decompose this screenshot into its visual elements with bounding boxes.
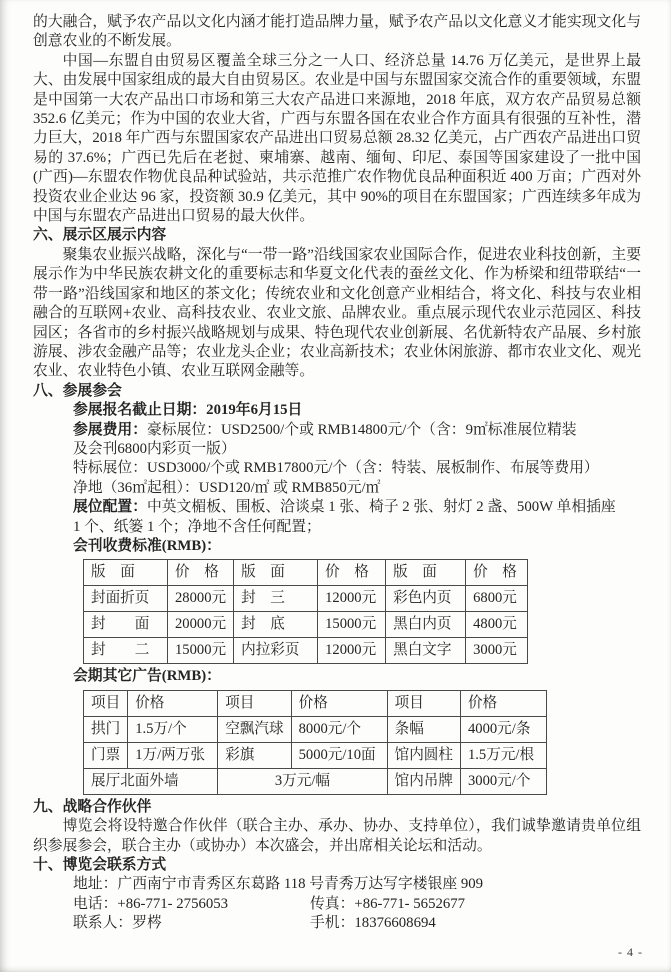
fee-label: 参展费用： — [73, 421, 147, 438]
table-row — [84, 586, 528, 612]
table-row-merged — [84, 768, 547, 794]
table-cell: 3000元/个 — [460, 768, 546, 794]
table-cell: 15000元 — [168, 638, 234, 664]
table-header-row — [84, 560, 528, 586]
table-header-cell: 价 格 — [318, 560, 386, 586]
table-header-cell: 版 面 — [386, 560, 466, 586]
table-cell: 4000元/条 — [460, 716, 546, 742]
contact-phone-fax — [73, 895, 641, 914]
table-cell: 1.5万元/根 — [460, 742, 546, 768]
journal-fee-table — [83, 559, 528, 664]
table-cell: 封面折页 — [84, 586, 168, 612]
table-header-cell: 价 格 — [466, 560, 528, 586]
table-cell: 12000元 — [318, 586, 386, 612]
contact-mobile: 手机：18376608694 — [310, 915, 436, 932]
table-cell: 封 面 — [84, 612, 168, 638]
contact-fax: 传真：+86-771- 5652677 — [310, 895, 466, 912]
deadline-line: 参展报名截止日期：2019年6月15日 — [73, 402, 303, 419]
booth-config-label: 展位配置： — [73, 499, 147, 516]
table-cell: 3万元/幅 — [218, 768, 387, 794]
table-cell: 馆内圆柱 — [387, 742, 460, 768]
table-header-cell: 价 格 — [168, 560, 234, 586]
table-cell: 封 三 — [234, 586, 318, 612]
table-cell: 6800元 — [466, 586, 528, 612]
table-cell: 条幅 — [387, 716, 460, 742]
table-cell: 8000元/个 — [291, 716, 387, 742]
section-heading-6: 六、展示区展示内容 — [33, 227, 167, 244]
page-number: - 4 - — [618, 945, 643, 959]
section-heading-8: 八、参展参会 — [33, 382, 122, 399]
section-8-details — [33, 401, 641, 556]
booth-config-line-2: 1 个、纸篓 1 个；净地不含任何配置； — [73, 518, 321, 535]
contact-block — [33, 875, 641, 933]
table-header-cell: 项目 — [84, 690, 128, 716]
document-content — [33, 13, 641, 934]
table-cell: 1万/两万张 — [128, 742, 218, 768]
table-header-cell: 版 面 — [84, 560, 168, 586]
intro-paragraph-trade: 中国—东盟自由贸易区覆盖全球三分之一人口、经济总量 14.76 万亿美元，是世界上最大、由发展中国家组成的最大自由贸易区。农业是中国与东盟国家交流合作的重要领域，东盟是中国第一大农产品出口市场和第三大农产品进口来源地，2018 年底，双方农产品贸易总额 352.6 亿美元；作为中国的农业大省，广西与东盟各国在农业合作方面具有很强的互补性，潜力巨大，2018 年广西与东盟国家农产品进出口贸易总额 28.32 亿美元，占广西农产品进出口贸易的 37.6%；广西已先后在老挝、柬埔寨、越南、缅甸、印尼、泰国等国家建设了一批中国(广西)—东盟农作物优良品种试验站，共示范推广农作物优良品种面积近 400 万亩；广西对外投资农业企业达 96 家，投资额 30.9 亿美元，其中 90%的项目在东盟国家；广西连续多年成为中国与东盟农产品进出口贸易的最大伙伴。 — [33, 52, 641, 225]
section-9-body: 博览会将设特邀合作伙伴（联合主办、承办、协办、支持单位），我们诚挚邀请贵单位组织参展参会，联合主办（或协办）本次盛会，并出席相关论坛和活动。 — [33, 818, 641, 854]
fee-line-1: 豪标展位：USD2500/个或 RMB14800元/个（含：9㎡标准展位精装 — [147, 421, 577, 438]
table-header-cell: 项目 — [218, 690, 291, 716]
fee-line-2: 及会刊6800内彩页一版） — [73, 440, 236, 457]
table-cell: 20000元 — [168, 612, 234, 638]
table-header-cell: 版 面 — [234, 560, 318, 586]
table-cell: 门票 — [84, 742, 128, 768]
table-row — [84, 638, 528, 664]
table-header-row — [84, 690, 547, 716]
table-cell: 黑白内页 — [386, 612, 466, 638]
table-cell: 5000元/10面 — [291, 742, 387, 768]
section-heading-9: 九、战略合作伙伴 — [33, 798, 152, 815]
table-cell: 4800元 — [466, 612, 528, 638]
contact-person: 联系人：罗梣 — [73, 915, 162, 932]
table-cell: 1.5万/个 — [128, 716, 218, 742]
contact-address: 地址：广西南宁市青秀区东葛路 118 号青秀万达写字楼银座 909 — [73, 876, 484, 893]
fee-line-4: 净地（36㎡起租）：USD120/㎡ 或 RMB850元/㎡ — [73, 479, 381, 496]
table-header-cell: 价格 — [128, 690, 218, 716]
table-cell: 封 底 — [234, 612, 318, 638]
table-cell: 拱门 — [84, 716, 128, 742]
table-row — [84, 716, 547, 742]
table-cell: 封 二 — [84, 638, 168, 664]
other-ads-table — [83, 690, 547, 795]
fee-line-3: 特标展位：USD3000/个或 RMB17800元/个（含：特装、展板制作、布展等费用） — [73, 460, 599, 477]
table-header-cell: 价格 — [291, 690, 387, 716]
table-cell: 黑白文字 — [386, 638, 466, 664]
table-cell: 3000元 — [466, 638, 528, 664]
contact-person-mobile — [73, 914, 641, 933]
other-ads-label: 会期其它广告(RMB)： — [73, 668, 221, 685]
table-header-cell: 项目 — [387, 690, 460, 716]
contact-phone: 电话：+86-771- 2756053 — [73, 895, 229, 912]
table-cell: 15000元 — [318, 612, 386, 638]
intro-paragraph-continued: 的大融合，赋予农产品以文化内涵才能打造品牌力量，赋予农产品以文化意义才能实现文化与创意农业的不断发展。 — [33, 14, 641, 50]
table-cell: 28000元 — [168, 586, 234, 612]
table-row — [84, 742, 547, 768]
table-cell: 展厅北面外墙 — [84, 768, 218, 794]
table-cell: 内拉彩页 — [234, 638, 318, 664]
table-cell: 彩旗 — [218, 742, 291, 768]
table-cell: 12000元 — [318, 638, 386, 664]
table-header-cell: 价格 — [460, 690, 546, 716]
table-row — [84, 612, 528, 638]
table-cell: 彩色内页 — [386, 586, 466, 612]
section-6-body: 聚集农业振兴战略，深化与“一带一路”沿线国家农业国际合作，促进农业科技创新，主要展示作为中华民族农耕文化的重要标志和华夏文化代表的蚕丝文化、作为桥梁和纽带联结“一带一路”沿线国家和地区的茶文化；传统农业和文化创意产业相结合，将文化、科技与农业相融合的互联网+农业、高科技农业、农业文旅、品牌农业。重点展示现代农业示范园区、科技园区；各省市的乡村振兴战略规划与成果、特色现代农业创新展、名优新特农产品展、乡村旅游展、涉农金融产品等；农业龙头企业；农业高新技术；农业休闲旅游、都市农业文化、观光农业、农业特色小镇、农业互联网金融等。 — [33, 246, 641, 380]
journal-fee-label: 会刊收费标准(RMB)： — [73, 537, 221, 554]
table-cell: 空飘汽球 — [218, 716, 291, 742]
table-cell: 馆内吊牌 — [387, 768, 460, 794]
booth-config-line-1: 中英文楣板、围板、洽谈桌 1 张、椅子 2 张、射灯 2 盏、500W 单相插座 — [147, 499, 616, 516]
section-heading-10: 十、博览会联系方式 — [33, 857, 167, 873]
